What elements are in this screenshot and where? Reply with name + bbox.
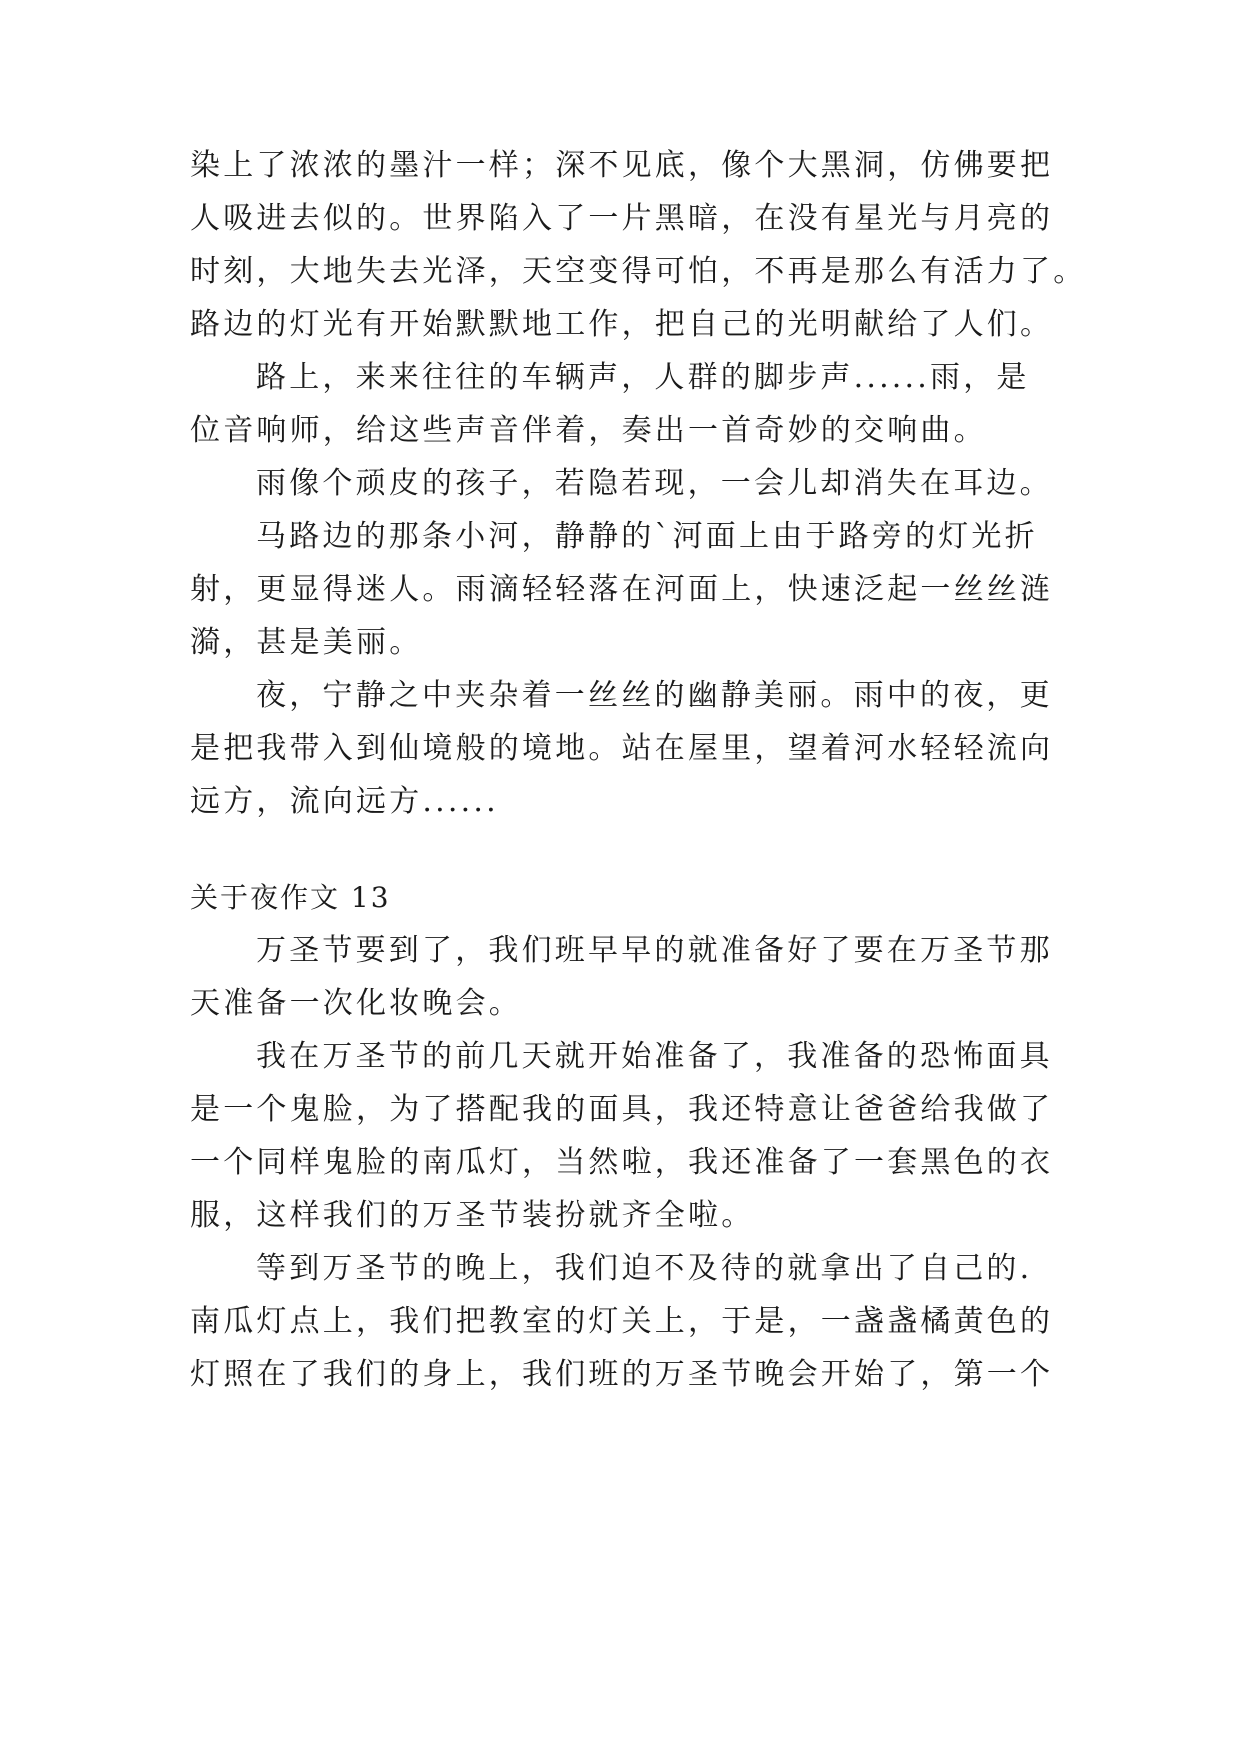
- text-line: 染上了浓浓的墨汁一样；深不见底，像个大黑洞，仿佛要把: [190, 148, 1054, 183]
- text-line: 夜，宁静之中夹杂着一丝丝的幽静美丽。雨中的夜，更: [256, 678, 1053, 713]
- text-line: 服，这样我们的万圣节装扮就齐全啦。: [190, 1198, 755, 1233]
- section-heading: 关于夜作文 13: [190, 881, 391, 914]
- text-line: 南瓜灯点上，我们把教室的灯关上，于是，一盏盏橘黄色的: [190, 1304, 1054, 1339]
- text-line: 一个同样鬼脸的南瓜灯，当然啦，我还准备了一套黑色的衣: [190, 1145, 1054, 1180]
- text-line: 雨像个顽皮的孩子，若隐若现，一会儿却消失在耳边。: [256, 466, 1053, 501]
- text-line: 路上，来来往往的车辆声，人群的脚步声......雨，是: [256, 360, 1030, 395]
- text-line: 万圣节要到了，我们班早早的就准备好了要在万圣节那: [256, 933, 1053, 968]
- text-line: 天准备一次化妆晚会。: [190, 986, 522, 1021]
- text-line: 灯照在了我们的身上，我们班的万圣节晚会开始了，第一个: [190, 1357, 1054, 1392]
- text-line: 漪，甚是美丽。: [190, 625, 423, 660]
- text-line: 我在万圣节的前几天就开始准备了，我准备的恐怖面具: [256, 1039, 1053, 1074]
- text-line: 人吸进去似的。世界陷入了一片黑暗，在没有星光与月亮的: [190, 201, 1054, 236]
- text-line: 远方，流向远方......: [190, 784, 499, 819]
- text-line: 等到万圣节的晚上，我们迫不及待的就拿出了自己的.: [256, 1251, 1033, 1286]
- text-line: 是把我带入到仙境般的境地。站在屋里，望着河水轻轻流向: [190, 731, 1054, 766]
- text-line: 射，更显得迷人。雨滴轻轻落在河面上，快速泛起一丝丝涟: [190, 572, 1054, 607]
- text-line: 位音响师，给这些声音伴着，奏出一首奇妙的交响曲。: [190, 413, 987, 448]
- text-line: 路边的灯光有开始默默地工作，把自己的光明献给了人们。: [190, 307, 1054, 342]
- text-line: 时刻，大地失去光泽，天空变得可怕，不再是那么有活力了。: [190, 254, 1087, 289]
- text-line: 是一个鬼脸，为了搭配我的面具，我还特意让爸爸给我做了: [190, 1092, 1054, 1127]
- text-line: 马路边的那条小河，静静的`河面上由于路旁的灯光折: [256, 519, 1038, 554]
